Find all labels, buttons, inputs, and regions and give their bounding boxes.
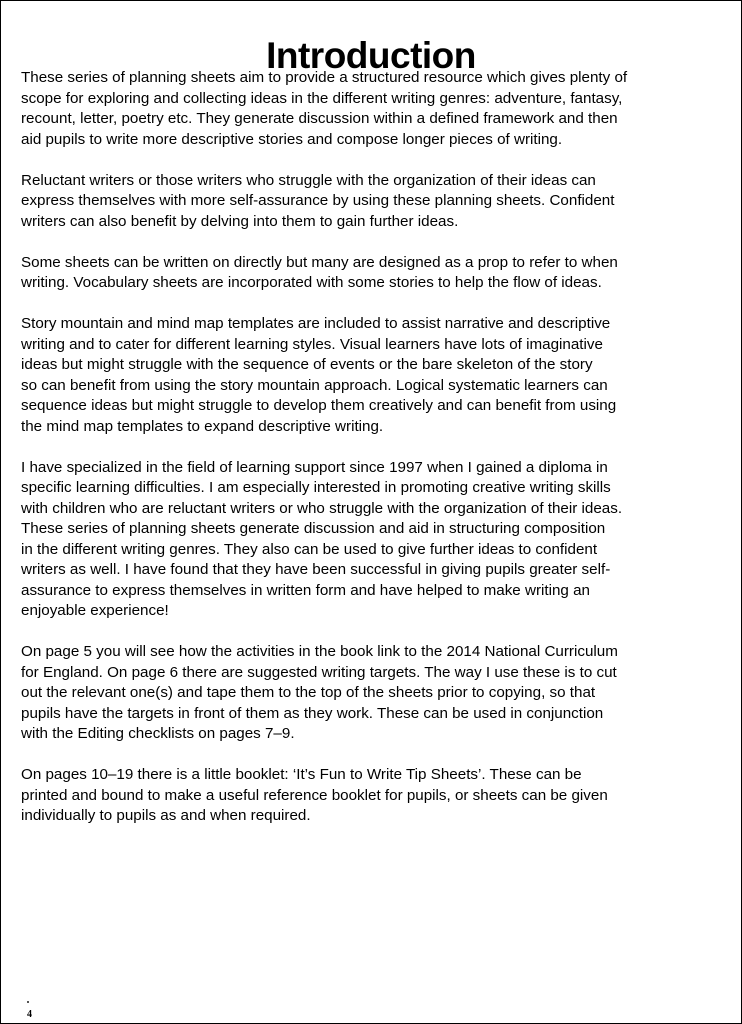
paragraph-author-background: I have specialized in the field of learning support since 1997 when I gained a diploma in specific learning difficulties. I am especially interested in promoting creative writing skills with children who are reluctant writers or who struggle with the organization of their ideas. These series of planning sheets generate discussion and aid in structuring composition in the different writing genres. They also can be used to give further ideas to confident writers as well. I have found that they have been successful in giving pupils greater self- assurance to express themselves in written form and have helped to make writing an enjoyable experience!	[21, 458, 623, 619]
paragraph-booklet: On pages 10–19 there is a little booklet: ‘It’s Fun to Write Tip Sheets’. These can be printed and bound to make a useful reference booklet for pupils, or sheets can be given individually to pupils as and when required.	[21, 766, 608, 824]
decorative-dot	[27, 1001, 29, 1003]
page-number: 4	[27, 1009, 32, 1020]
paragraph-reluctant-writers: Reluctant writers or those writers who struggle with the organization of their ideas can express themselves with more self-assurance by using these planning sheets. Confident writers can also benefit by delving into them to gain further ideas.	[21, 171, 615, 230]
paragraph-sheets-usage: Some sheets can be written on directly but many are designed as a prop to refer to when writing. Vocabulary sheets are incorporated with some stories to help the flow of ideas.	[21, 253, 618, 291]
page-title: Introduction	[266, 34, 476, 76]
body-text	[21, 68, 727, 847]
paragraph-purpose: These series of planning sheets aim to provide a structured resource which gives plenty of scope for exploring and collecting ideas in the different writing genres: adventure, fantasy, recount, letter, poetry etc. They generate discussion within a defined framework and then aid pupils to write more descriptive stories and compose longer pieces of writing.	[21, 69, 628, 148]
paragraph-curriculum-links: On page 5 you will see how the activities in the book link to the 2014 National Curriculum for England. On page 6 there are suggested writing targets. The way I use these is to cut out the relevant one(s) and tape them to the top of the sheets prior to copying, so that pupils have the targets in front of them as they work. These can be used in conjunction with the Editing checklists on pages 7–9.	[21, 643, 618, 742]
paragraph-templates: Story mountain and mind map templates are included to assist narrative and descriptive writing and to cater for different learning styles. Visual learners have lots of imaginative ideas but might struggle with the sequence of events or the bare skeleton of the story so can benefit from using the story mountain approach. Logical systematic learners can sequence ideas but might struggle to develop them creatively and can benefit from using the mind map templates to expand descriptive writing.	[21, 315, 617, 435]
